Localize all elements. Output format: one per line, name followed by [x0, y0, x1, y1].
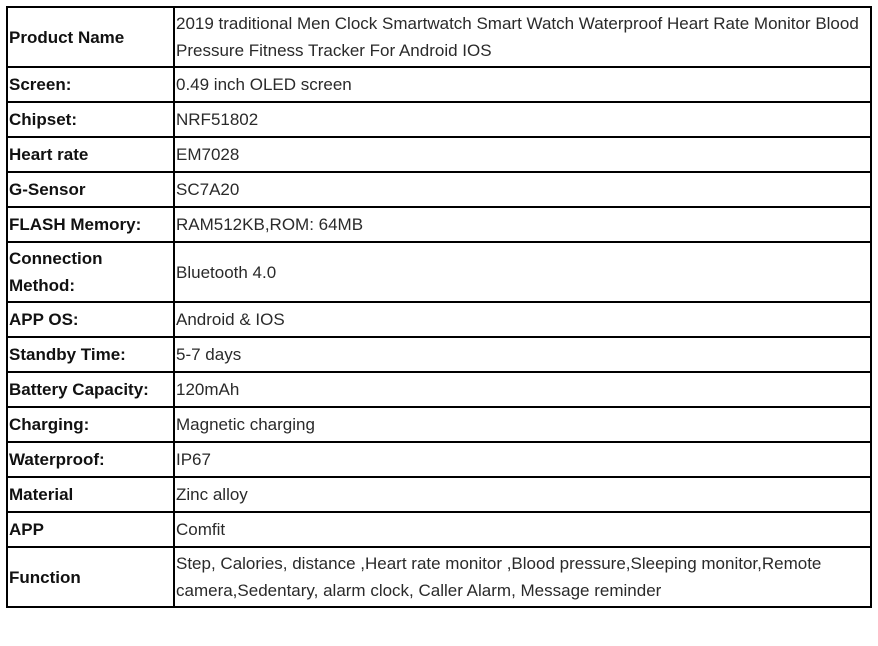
spec-value: Comfit	[174, 512, 871, 547]
spec-value: IP67	[174, 442, 871, 477]
spec-value: RAM512KB,ROM: 64MB	[174, 207, 871, 242]
spec-label: FLASH Memory:	[7, 207, 174, 242]
spec-row-g-sensor	[7, 172, 871, 207]
spec-row-flash-memory	[7, 207, 871, 242]
spec-row-charging	[7, 407, 871, 442]
spec-row-material	[7, 477, 871, 512]
product-spec-table	[6, 6, 872, 608]
spec-row-app-os	[7, 302, 871, 337]
spec-row-app	[7, 512, 871, 547]
spec-value: SC7A20	[174, 172, 871, 207]
spec-label: Heart rate	[7, 137, 174, 172]
spec-label: Battery Capacity:	[7, 372, 174, 407]
spec-row-waterproof	[7, 442, 871, 477]
spec-value: Bluetooth 4.0	[174, 242, 871, 302]
spec-label: Chipset:	[7, 102, 174, 137]
spec-value: Magnetic charging	[174, 407, 871, 442]
spec-label: APP OS:	[7, 302, 174, 337]
spec-row-product-name	[7, 7, 871, 67]
spec-value: 5-7 days	[174, 337, 871, 372]
spec-value: Step, Calories, distance ,Heart rate monitor ,Blood pressure,Sleeping monitor,Remote camera,Sedentary, alarm clock, Caller Alarm, Message reminder	[174, 547, 871, 607]
spec-label: Charging:	[7, 407, 174, 442]
spec-row-battery-capacity	[7, 372, 871, 407]
spec-label: Standby Time:	[7, 337, 174, 372]
spec-label: Waterproof:	[7, 442, 174, 477]
spec-label: Material	[7, 477, 174, 512]
spec-label: Product Name	[7, 7, 174, 67]
spec-label: APP	[7, 512, 174, 547]
spec-value: Zinc alloy	[174, 477, 871, 512]
spec-value: 0.49 inch OLED screen	[174, 67, 871, 102]
spec-value: 2019 traditional Men Clock Smartwatch Smart Watch Waterproof Heart Rate Monitor Blood Pressure Fitness Tracker For Android IOS	[174, 7, 871, 67]
spec-value: Android & IOS	[174, 302, 871, 337]
spec-label: G-Sensor	[7, 172, 174, 207]
spec-label: Connection Method:	[7, 242, 174, 302]
spec-label: Screen:	[7, 67, 174, 102]
spec-row-heart-rate	[7, 137, 871, 172]
spec-row-screen	[7, 67, 871, 102]
spec-value: EM7028	[174, 137, 871, 172]
spec-row-connection-method	[7, 242, 871, 302]
spec-row-chipset	[7, 102, 871, 137]
spec-row-standby-time	[7, 337, 871, 372]
spec-value: 120mAh	[174, 372, 871, 407]
spec-value: NRF51802	[174, 102, 871, 137]
spec-label: Function	[7, 547, 174, 607]
spec-row-function	[7, 547, 871, 607]
